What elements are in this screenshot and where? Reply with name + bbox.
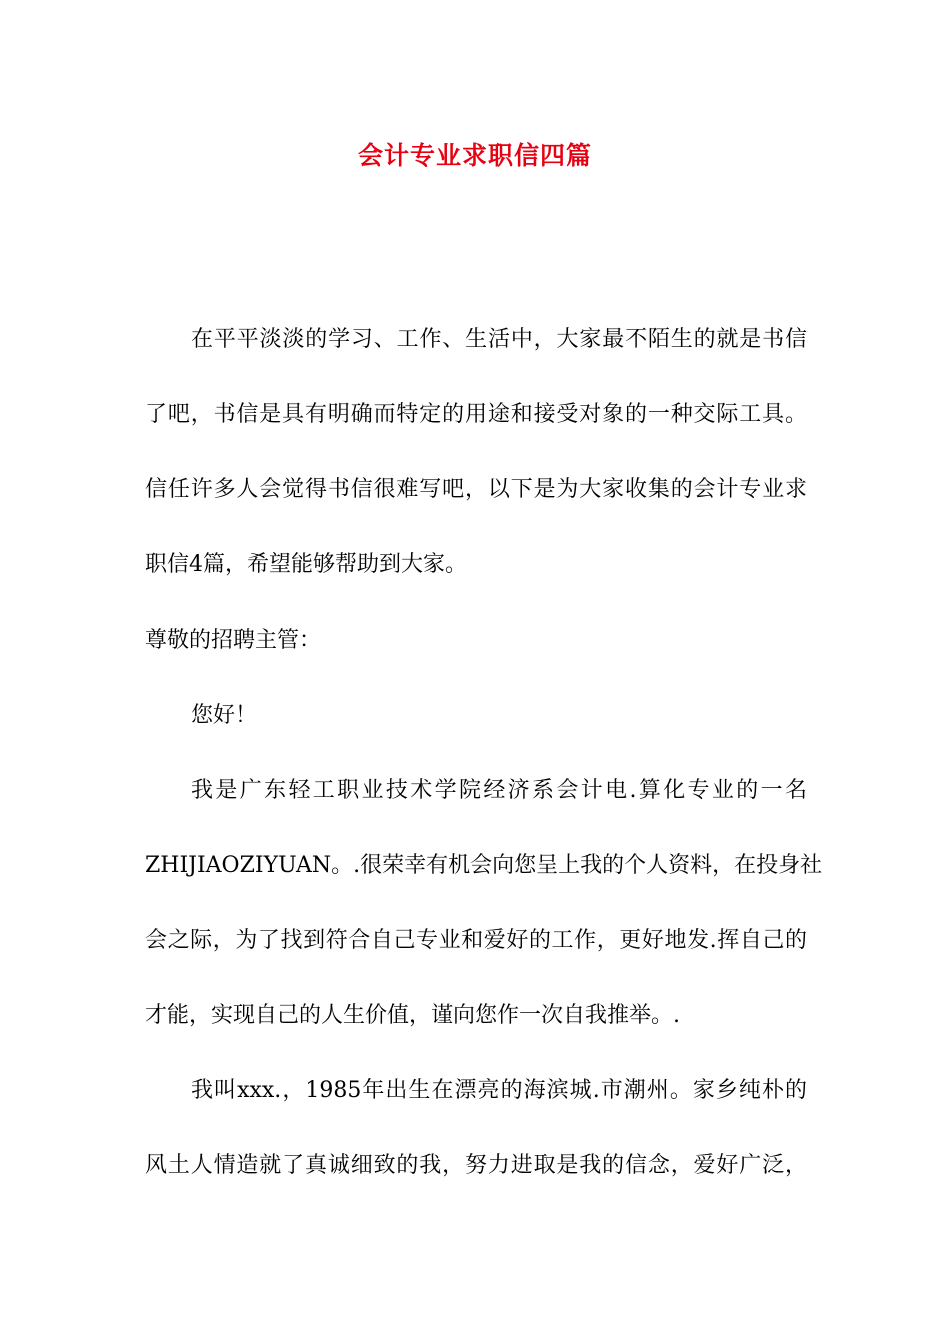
paragraph-line: 我是广东轻工职业技术学院经济系会计电.算化专业的一名: [191, 778, 807, 803]
paragraph-line: 了吧，书信是具有明确而特定的用途和接受对象的一种交际工具。: [145, 402, 807, 427]
paragraph-line: 信任许多人会觉得书信很难写吧，以下是为大家收集的会计专业求: [145, 477, 807, 502]
document-title: 会计专业求职信四篇: [357, 141, 592, 170]
paragraph-line: 在平平淡淡的学习、工作、生活中，大家最不陌生的就是书信: [191, 327, 807, 352]
greeting: 您好！: [191, 703, 258, 728]
paragraph-line: 职信4篇，希望能够帮助到大家。: [145, 552, 467, 577]
paragraph-line: 风土人情造就了真诚细致的我，努力进取是我的信念，爱好广泛，: [145, 1153, 807, 1178]
paragraph-line: 会之际，为了找到符合自己专业和爱好的工作，更好地发.挥自己的: [145, 928, 807, 953]
paragraph-line: 我叫xxx.，1985年出生在漂亮的海滨城.市潮州。家乡纯朴的: [191, 1078, 807, 1103]
paragraph-line: ZHIJIAOZIYUAN。.很荣幸有机会向您呈上我的个人资料，在投身社: [145, 853, 823, 878]
paragraph-line: 才能，实现自己的人生价值，谨向您作一次自我推举。.: [145, 1003, 680, 1028]
salutation: 尊敬的招聘主管：: [145, 628, 322, 653]
